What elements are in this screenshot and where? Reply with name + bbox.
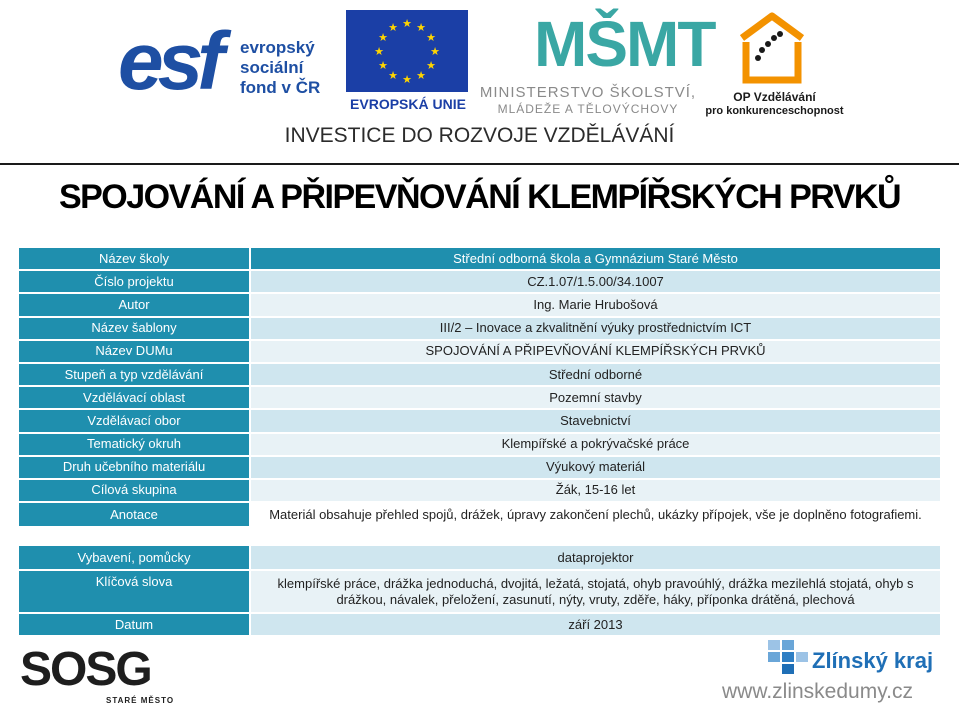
op-line-2: pro konkurenceschopnost [705,105,844,117]
row-label: Tematický okruh [19,433,250,456]
row-value: Stavebnictví [250,409,941,432]
svg-text:★: ★ [378,31,388,44]
table-row [19,456,941,479]
svg-text:★: ★ [416,21,426,34]
table-row [19,570,941,613]
sosg-logo [20,644,180,706]
row-value: Pozemní stavby [250,386,941,409]
row-value: Střední odborná škola a Gymnázium Staré Město [250,248,941,270]
row-value: klempířské práce, drážka jednoduchá, dvojitá, ležatá, stojatá, ohyb pravoúhlý, drážka mezilehlá stojatá, ohyb s drážkou, návalek, přeložení, zasunutí, nýty, vruty, zděře, háky, příponka drátěná, plechová [250,570,941,613]
row-label: Cílová skupina [19,479,250,502]
eu-logo [346,10,470,115]
svg-text:★: ★ [430,45,440,58]
row-value: Výukový materiál [250,456,941,479]
row-value: dataprojektor [250,546,941,570]
table-row [19,546,941,570]
page-title: SPOJOVÁNÍ A PŘIPEVŇOVÁNÍ KLEMPÍŘSKÝCH PRVKŮ [58,178,901,216]
spacer-cell [250,527,941,546]
dum-info-table [19,248,942,637]
spacer-cell [19,527,250,546]
table-row [19,409,941,432]
row-value: Žák, 15-16 let [250,479,941,502]
row-label: Vybavení, pomůcky [19,546,250,570]
row-value: Střední odborné [250,363,941,386]
row-value: SPOJOVÁNÍ A PŘIPEVŇOVÁNÍ KLEMPÍŘSKÝCH PRVKŮ [250,340,941,363]
zlinskedumy-url[interactable]: www.zlinskedumy.cz [722,680,913,703]
eu-flag-icon [346,10,468,92]
svg-text:★: ★ [388,69,398,82]
table-row [19,502,941,527]
row-label: Anotace [19,502,250,527]
row-value: září 2013 [250,613,941,636]
svg-text:★: ★ [388,21,398,34]
table-row [19,386,941,409]
table-row [19,433,941,456]
row-label: Název školy [19,248,250,270]
svg-text:★: ★ [374,45,384,58]
row-label: Číslo projektu [19,270,250,293]
table-row [19,317,941,340]
table-row [19,248,941,270]
row-label: Druh učebního materiálu [19,456,250,479]
row-label: Datum [19,613,250,636]
row-value: CZ.1.07/1.5.00/34.1007 [250,270,941,293]
svg-text:★: ★ [426,59,436,72]
row-label: Název DUMu [19,340,250,363]
svg-text:★: ★ [416,69,426,82]
table-row [19,340,941,363]
zlinsky-kraj-squares-icon [768,640,808,676]
esf-logo-text [240,38,320,98]
svg-text:★: ★ [378,59,388,72]
msmt-line-1: MINISTERSTVO ŠKOLSTVÍ, [479,84,697,101]
esf-logo-letters: esf [118,16,219,107]
table-row [19,363,941,386]
svg-text:★: ★ [402,17,412,30]
row-label: Klíčová slova [19,570,250,613]
sosg-subtitle: STARÉ MĚSTO [106,696,175,705]
row-value: Ing. Marie Hrubošová [250,293,941,316]
table-spacer [19,527,941,546]
esf-line-1: evropský [240,38,315,57]
logo-header [0,0,959,163]
row-label: Stupeň a typ vzdělávání [19,363,250,386]
sosg-logo-letters: SOSG [20,643,151,696]
esf-line-2: sociální [240,58,304,77]
row-value: Klempířské a pokrývačské práce [250,433,941,456]
msmt-line-2: MLÁDEŽE A TĚLOVÝCHOVY [497,102,679,116]
row-value: III/2 – Inovace a zkvalitnění výuky prostřednictvím ICT [250,317,941,340]
table-row [19,293,941,316]
table-row [19,613,941,636]
header-divider [0,163,959,165]
svg-text:★: ★ [402,73,412,86]
esf-line-3: fond v ČR [240,78,321,97]
op-line-1: OP Vzdělávání [733,90,816,104]
svg-text:★: ★ [426,31,436,44]
table-row [19,270,941,293]
row-label: Autor [19,293,250,316]
msmt-logo [478,8,715,118]
msmt-logo-letters: MŠMT [534,8,715,80]
zlinsky-kraj-name: Zlínský kraj [812,648,934,673]
op-mark-icon [732,8,812,86]
row-value: Materiál obsahuje přehled spojů, drážek, úpravy zakončení plechů, ukázky přípojek, vše je doplněno fotografiemi. [250,502,941,527]
op-vzdelavani-logo [702,8,847,118]
row-label: Název šablony [19,317,250,340]
eu-caption: EVROPSKÁ UNIE [350,96,466,112]
row-label: Vzdělávací oblast [19,386,250,409]
row-label: Vzdělávací obor [19,409,250,432]
investice-slogan: INVESTICE DO ROZVOJE VZDĚLÁVÁNÍ [284,124,675,147]
table-row [19,479,941,502]
esf-logo [118,12,336,112]
